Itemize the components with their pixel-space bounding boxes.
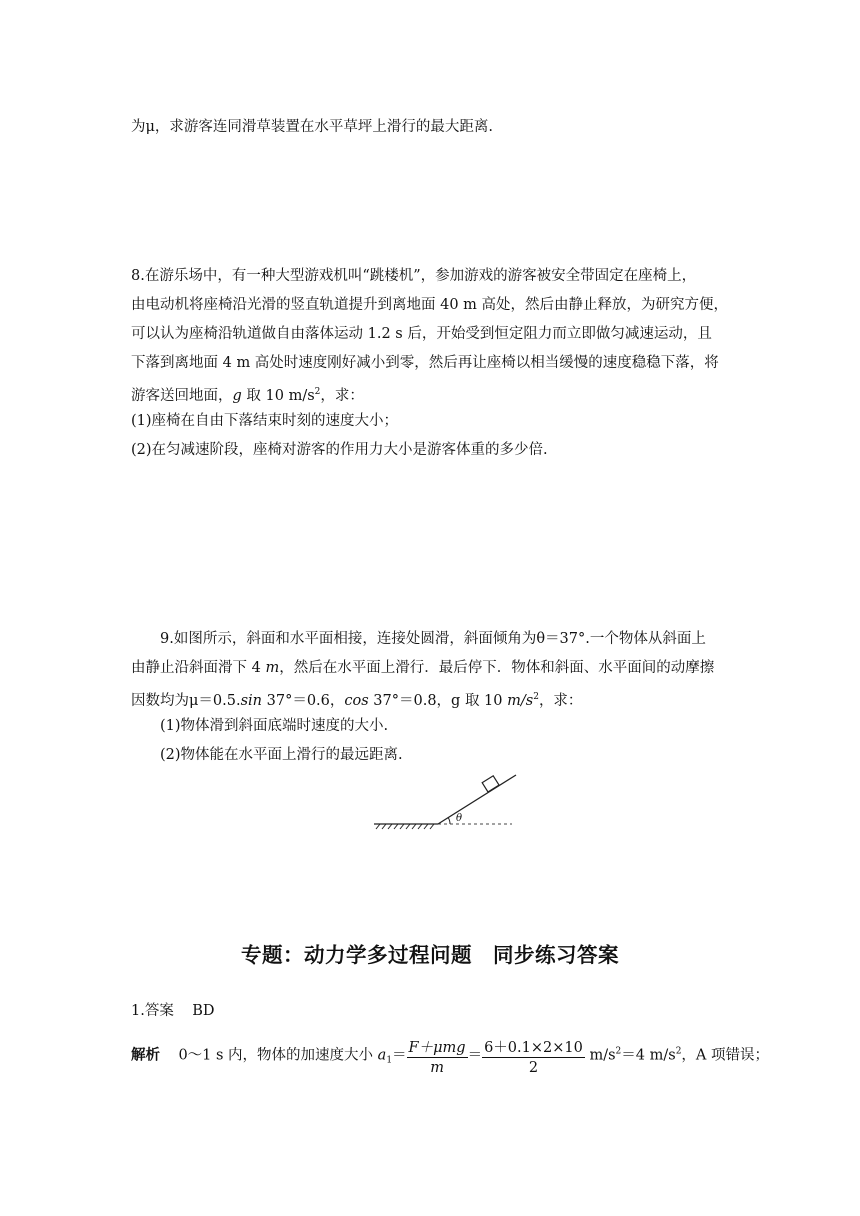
- q9-line-2: 由静止沿斜面滑下 4 m，然后在水平面上滑行．最后停下．物体和斜面、水平面间的动摩擦: [131, 660, 715, 676]
- q8-line-4: 下落到离地面 4 m 高处时速度刚好减小到零，然后再让座椅以相当缓慢的速度稳稳下落，将: [131, 355, 719, 371]
- q9-subquestion-2: (2)物体能在水平面上滑行的最远距离.: [160, 747, 403, 763]
- answer-1-explanation: 解析 0～1 s 内，物体的加速度大小 $a_1=$ $\frac{\text{F＋μmg}}{m}$ ＝ $\frac{6+0.1\times 2\times 10}{2}$ $m/s^2=4$ $m/s^2$，A 项错误；: [131, 1040, 770, 1076]
- q8-subquestion-2: (2)在匀减速阶段，座椅对游客的作用力大小是游客体重的多少倍.: [131, 442, 548, 458]
- angle-label: θ: [456, 813, 463, 824]
- block: [482, 776, 499, 792]
- q9-subquestion-1: (1)物体滑到斜面底端时速度的大小.: [160, 718, 389, 734]
- answer-1: 1.答案 BD: [131, 1003, 215, 1019]
- fraction-formula: $\frac{\text{F＋μmg}}{m}$: [408, 1040, 466, 1076]
- incline-figure: [370, 770, 520, 832]
- angle-arc: [448, 818, 450, 824]
- q8-line-5: 游客送回地面，g 取 10 $m/s^2$，求：: [131, 387, 364, 404]
- q8-line-2: 由电动机将座椅沿光滑的竖直轨道提升到离地面 40 m 高处，然后由静止释放，为研究方便，: [131, 297, 729, 313]
- incline-line: [438, 775, 516, 824]
- fraction-numeric: $\frac{6+0.1\times 2\times 10}{2}$: [484, 1040, 583, 1076]
- q7-tail-text: 为μ，求游客连同滑草装置在水平草坪上滑行的最大距离.: [131, 119, 494, 135]
- ground-hatching: [376, 824, 434, 829]
- q9-line-3: 因数均为μ＝0.5.sin 37°＝0.6，cos 37°＝0.8，g 取 10 $m/s^2$，求：: [131, 692, 583, 709]
- q8-subquestion-1: (1)座椅在自由下落结束时刻的速度大小；: [131, 413, 399, 429]
- q8-line-1: 8.在游乐场中，有一种大型游戏机叫“跳楼机”，参加游戏的游客被安全带固定在座椅上，: [131, 268, 697, 284]
- answers-title: 专题：动力学多过程问题 同步练习答案: [241, 943, 619, 967]
- q9-line-1: 9.如图所示，斜面和水平面相接，连接处圆滑，斜面倾角为θ＝37°.一个物体从斜面上: [160, 631, 706, 647]
- q8-line-3: 可以认为座椅沿轨道做自由落体运动 1.2 s 后，开始受到恒定阻力而立即做匀减速运动，且: [131, 326, 712, 342]
